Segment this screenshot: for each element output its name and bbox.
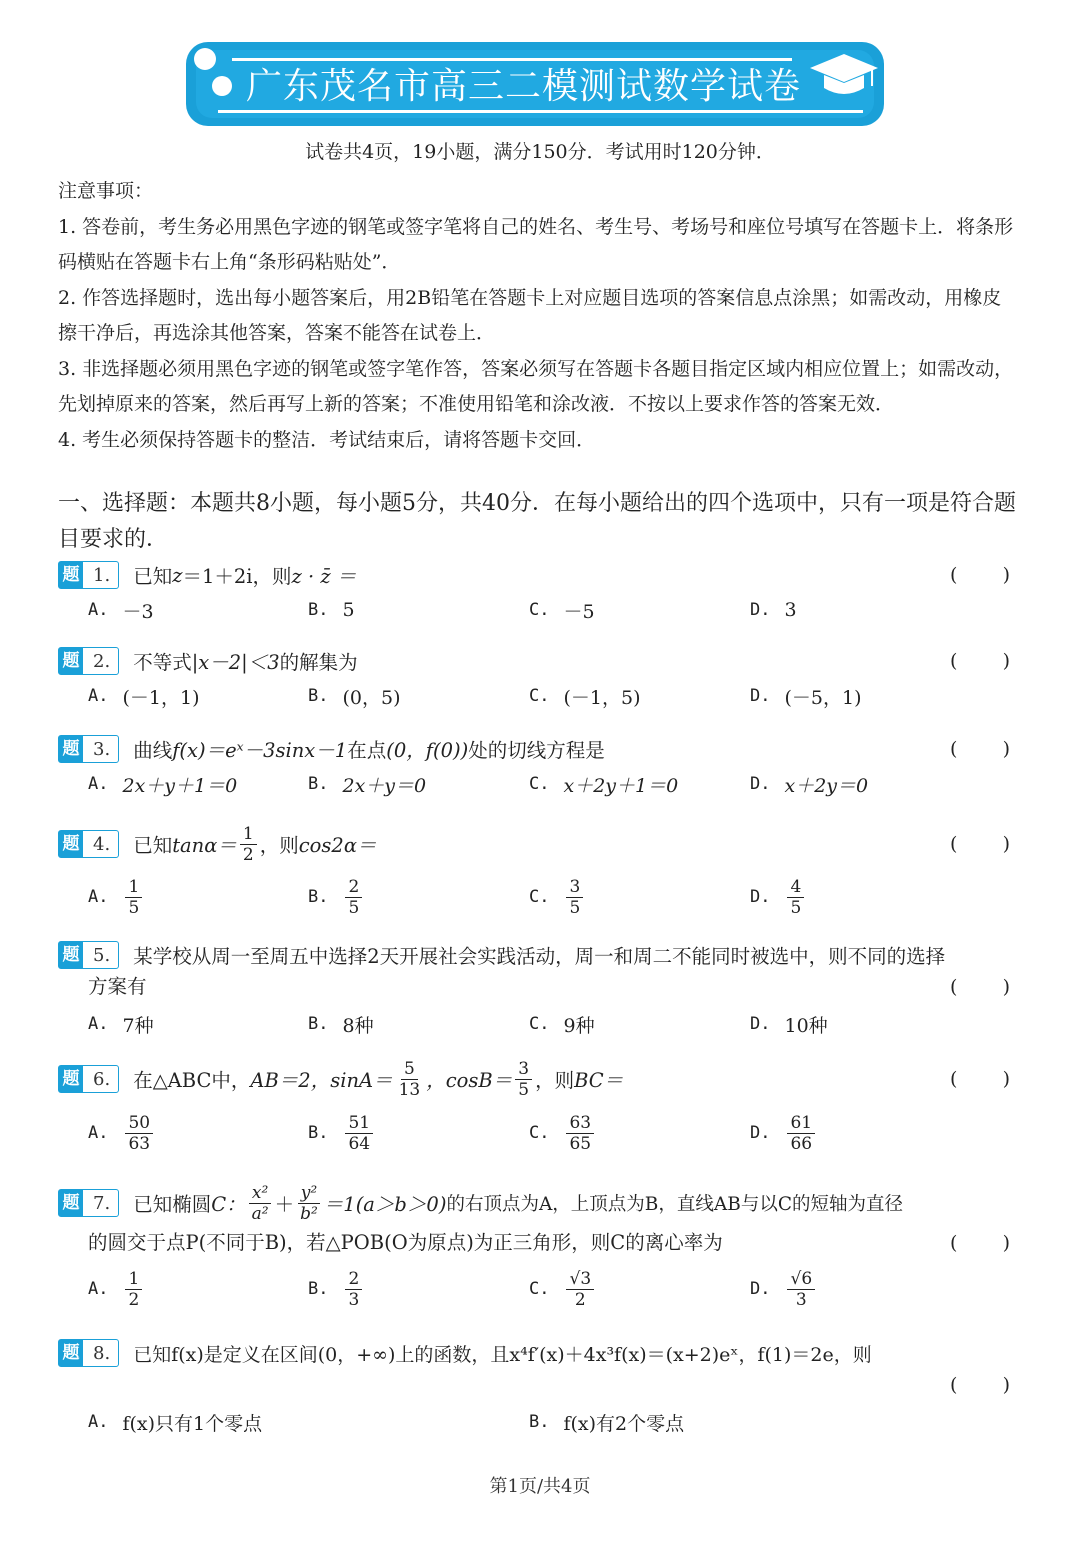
- answer-parentheses: ( ): [950, 1374, 1010, 1396]
- option-d: D. 3: [750, 599, 797, 621]
- question-label: 题 6.: [58, 1065, 119, 1093]
- option-b: B. f(x)有2个零点: [529, 1412, 685, 1435]
- option-a: A. (－1，1): [88, 686, 200, 709]
- question-3: 题 3. 曲线 f(x)＝eˣ－3sinx－1 在点 (0，f(0)) 处的切线方程是 ( ) A. 2x＋y＋1＝0 B. 2x＋y＝0 C. x＋2y＋1＝0 D. x＋2y＝0: [58, 734, 1020, 804]
- answer-parentheses: ( ): [950, 833, 1010, 855]
- answer-parentheses: ( ): [950, 976, 1010, 998]
- page-footer: 第1页/共4页: [489, 1476, 591, 1497]
- option-c: C. $\frac{√3}{2}$: [529, 1260, 597, 1318]
- section-heading: 一、选择题：本题共8小题，每小题5分，共40分．在每小题给出的四个选项中，只有一项是符合题目要求的．: [58, 491, 1016, 552]
- banner-dot-decoration: [194, 48, 216, 70]
- question-1: 题 1. 已知 z ＝1＋2i，则 z · z̄ ＝ ( ) A. －3 B. 5 C. －5 D. 3: [58, 560, 1020, 630]
- question-label: 题 4.: [58, 830, 119, 858]
- option-a: A. －3: [88, 600, 154, 623]
- answer-parentheses: ( ): [950, 564, 1010, 586]
- option-c: C. $\frac{63}{65}$: [529, 1102, 597, 1164]
- question-label: 题 2.: [58, 647, 119, 675]
- option-c: C. －5: [529, 600, 595, 623]
- question-label: 题 8.: [58, 1339, 119, 1367]
- question-2: 题 2. 不等式 |x－2|＜3 的解集为 ( ) A. (－1，1) B. (0，5) C. (－1，5) D. (－5，1): [58, 646, 1020, 716]
- option-c: C. $\frac{3}{5}$: [529, 866, 586, 928]
- note-item: 4. 考生必须保持答题卡的整洁．考试结束后，请将答题卡交回．: [58, 428, 596, 451]
- question-7: 题 7. 已知椭圆 C： $\frac{\text{x²}}{\text{a²}}$ ＋ $\frac{\text{y²}}{\text{b²}}$ ＝1(a＞b＞0) 的右顶点为A，上顶点为B，直线AB与以C的短轴为直径 的圆交于点P(不同于B)，若△POB(O为原点)为正三角形，则C的离心率为 ( ) A. $\frac{1}{2}$ B. $\frac{2}{3}$ C. $\frac{√3}{2}$ D. $\frac{√6}{3}$: [58, 1180, 1020, 1318]
- option-b: B. (0，5): [308, 686, 401, 709]
- option-b: B. 2x＋y＝0: [308, 774, 427, 797]
- banner-line-decoration: [232, 58, 792, 61]
- note-item: 3. 非选择题必须用黑色字迹的钢笔或签字笔作答，答案必须写在答题卡各题目指定区域内相应位置上；如需改动，先划掉原来的答案，然后再写上新的答案；不准使用铅笔和涂改液．不按以上要求作答的答案无效．: [58, 357, 1014, 415]
- option-d: D. x＋2y＝0: [750, 774, 869, 797]
- option-a: A. $\frac{50}{63}$: [88, 1102, 156, 1164]
- option-a: A. $\frac{1}{5}$: [88, 866, 145, 928]
- option-c: C. x＋2y＋1＝0: [529, 774, 679, 797]
- question-8: 题 8. 已知f(x)是定义在区间(0，+∞)上的函数，且x⁴f′(x)＋4x³f(x)＝(x+2)eˣ，f(1)＝2e，则 ( ) A. f(x)只有1个零点 B. f(x)有2个零点: [58, 1338, 1020, 1442]
- notes: [58, 174, 1018, 458]
- option-d: D. $\frac{√6}{3}$: [750, 1260, 818, 1318]
- graduation-cap-icon: [808, 50, 880, 102]
- option-d: D. 10种: [750, 1014, 828, 1037]
- option-d: D. $\frac{4}{5}$: [750, 866, 807, 928]
- page-title: 广东茂名市高三二模测试数学试卷: [246, 66, 802, 107]
- question-4: 题 4. 已知 tanα＝ $\frac{1}{2}$ ，则 cos2α＝ ( ) A. $\frac{1}{5}$ B. $\frac{2}{5}$ C. $\frac{3}{5}$ D. $\frac{4}{5}$: [58, 822, 1020, 928]
- question-label: 题 7.: [58, 1189, 119, 1217]
- option-b: B. $\frac{2}{3}$: [308, 1260, 365, 1318]
- answer-parentheses: ( ): [950, 1068, 1010, 1090]
- question-label: 题 1.: [58, 561, 119, 589]
- notes-heading: 注意事项：: [58, 180, 154, 202]
- question-label: 题 3.: [58, 735, 119, 763]
- option-d: D. (－5，1): [750, 686, 862, 709]
- question-label: 题 5.: [58, 941, 119, 969]
- option-a: A. f(x)只有1个零点: [88, 1412, 263, 1435]
- option-a: A. $\frac{1}{2}$: [88, 1260, 145, 1318]
- note-item: 1. 答卷前，考生务必用黑色字迹的钢笔或签字笔将自己的姓名、考生号、考场号和座位号填写在答题卡上．将条形码横贴在答题卡右上角“条形码粘贴处”．: [58, 215, 1014, 273]
- option-b: B. $\frac{51}{64}$: [308, 1102, 376, 1164]
- answer-parentheses: ( ): [950, 1232, 1010, 1254]
- answer-parentheses: ( ): [950, 738, 1010, 760]
- option-c: C. 9种: [529, 1014, 595, 1037]
- question-5: 题 5. 某学校从周一至周五中选择2天开展社会实践活动，周一和周二不能同时被选中，则不同的选择 方案有 ( ) A. 7种 B. 8种 C. 9种 D. 10种: [58, 940, 1020, 1044]
- option-a: A. 7种: [88, 1014, 154, 1037]
- question-6: 题 6. 在△ABC中， AB＝2， sinA＝ $\frac{5}{13}$ ，cosB＝ $\frac{3}{5}$ ，则 BC＝ ( ) A. $\frac{50}{63}$ B. $\frac{51}{64}$ C. $\frac{63}{65}$ D. $\frac{61}{66}$: [58, 1056, 1020, 1164]
- note-item: 2. 作答选择题时，选出每小题答案后，用2B铅笔在答题卡上对应题目选项的答案信息点涂黑；如需改动，用橡皮擦干净后，再选涂其他答案，答案不能答在试卷上．: [58, 286, 1002, 344]
- exam-info: 试卷共4页，19小题，满分150分．考试用时120分钟．: [305, 141, 775, 163]
- fraction: $\frac{1}{2}$: [240, 824, 257, 865]
- option-b: B. 8种: [308, 1014, 374, 1037]
- option-d: D. $\frac{61}{66}$: [750, 1102, 818, 1164]
- answer-parentheses: ( ): [950, 650, 1010, 672]
- option-b: B. 5: [308, 599, 355, 621]
- banner-bullet-decoration: [212, 76, 232, 96]
- option-c: C. (－1，5): [529, 686, 641, 709]
- option-a: A. 2x＋y＋1＝0: [88, 774, 238, 797]
- option-b: B. $\frac{2}{5}$: [308, 866, 365, 928]
